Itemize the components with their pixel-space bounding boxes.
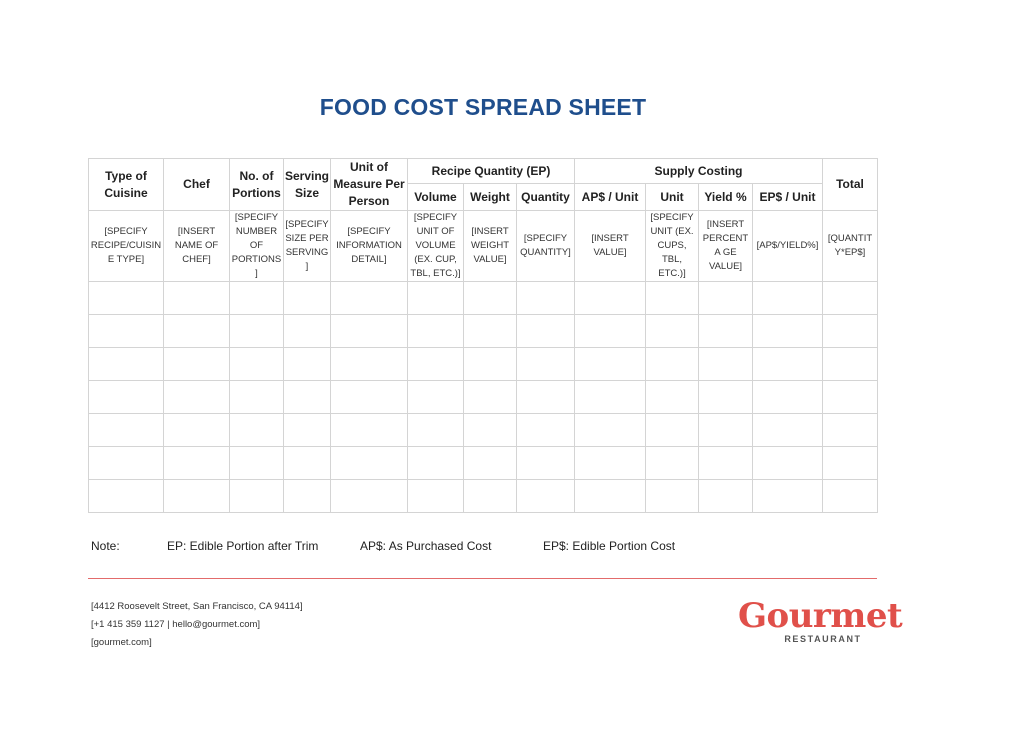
table-cell[interactable]: [SPECIFY SIZE PER SERVING ] [284,211,331,282]
table-cell[interactable] [464,447,517,480]
table-cell[interactable] [331,381,408,414]
table-cell[interactable] [646,381,699,414]
col-header-type-of-cuisine: Type of Cuisine [89,159,164,211]
col-header-no-of-portions: No. of Portions [230,159,284,211]
table-row [89,480,878,513]
table-cell[interactable]: [SPECIFY NUMBER OF PORTIONS ] [230,211,284,282]
table-cell[interactable] [517,414,575,447]
table-cell[interactable] [284,315,331,348]
table-cell[interactable] [408,447,464,480]
table-cell[interactable] [699,282,753,315]
table-cell[interactable] [464,315,517,348]
table-cell[interactable] [517,381,575,414]
table-cell[interactable] [753,414,823,447]
table-cell[interactable] [284,381,331,414]
table-cell[interactable] [823,315,878,348]
table-cell[interactable] [646,282,699,315]
table-row [89,447,878,480]
table-cell[interactable] [464,414,517,447]
table-cell[interactable] [284,447,331,480]
table-cell[interactable] [575,381,646,414]
table-cell[interactable] [699,447,753,480]
table-cell[interactable]: [SPECIFY RECIPE/CUISINE TYPE] [89,211,164,282]
table-cell[interactable] [699,315,753,348]
table-cell[interactable] [575,414,646,447]
table-cell[interactable] [230,447,284,480]
table-cell[interactable] [408,315,464,348]
table-cell[interactable] [331,414,408,447]
table-cell[interactable] [284,414,331,447]
header-row [89,159,878,184]
table-cell[interactable] [164,315,230,348]
col-header-ep-per-unit: EP$ / Unit [753,184,823,211]
col-header-unit-of-measure: Unit of Measure Per Person [331,159,408,211]
table-cell[interactable] [646,348,699,381]
table-cell[interactable] [753,315,823,348]
table-cell[interactable] [331,447,408,480]
footer-website: [gourmet.com] [91,637,152,648]
table-cell[interactable] [230,282,284,315]
table-cell[interactable] [464,282,517,315]
col-header-chef: Chef [164,159,230,211]
footer-address: [4412 Roosevelt Street, San Francisco, CA 94114] [91,601,303,612]
placeholder-row [89,211,878,282]
table-cell[interactable] [164,447,230,480]
table-cell[interactable] [230,381,284,414]
table-cell[interactable] [164,348,230,381]
table-cell[interactable] [575,480,646,513]
table-cell[interactable] [408,414,464,447]
note-ep: EP: Edible Portion after Trim [167,539,319,553]
table-cell[interactable] [823,348,878,381]
table-cell[interactable] [646,414,699,447]
food-cost-table [88,158,878,513]
logo-wordmark: Gourmet [738,596,903,636]
table-cell[interactable] [331,480,408,513]
table-row [89,414,878,447]
col-header-volume: Volume [408,184,464,211]
table-cell[interactable] [517,447,575,480]
table-cell[interactable] [823,480,878,513]
table-cell[interactable] [823,447,878,480]
table-cell[interactable]: [QUANTIT Y*EP$] [823,211,878,282]
table-cell[interactable] [89,348,164,381]
table-cell[interactable] [89,414,164,447]
table-cell[interactable] [89,315,164,348]
table-cell[interactable] [823,381,878,414]
table-cell[interactable] [284,480,331,513]
table-cell[interactable] [331,348,408,381]
table-cell[interactable] [164,480,230,513]
table-cell[interactable] [517,480,575,513]
table-cell[interactable]: [INSERT PERCENTA GE VALUE] [699,211,753,282]
table-cell[interactable] [464,480,517,513]
table-cell[interactable]: [AP$/YIELD%] [753,211,823,282]
col-header-total: Total [823,159,878,211]
table-cell[interactable] [517,282,575,315]
table-cell[interactable] [408,348,464,381]
note-label: Note: [91,539,120,553]
table-cell[interactable] [164,381,230,414]
table-cell[interactable] [164,282,230,315]
footer-contact: [+1 415 359 1127 | hello@gourmet.com] [91,619,261,630]
table-cell[interactable] [575,315,646,348]
table-cell[interactable]: [INSERT VALUE] [575,211,646,282]
logo-subtitle: RESTAURANT [784,634,862,644]
table-cell[interactable] [646,315,699,348]
gourmet-logo [738,596,903,644]
table-cell[interactable] [699,348,753,381]
table-cell[interactable]: [SPECIFY UNIT OF VOLUME (EX. CUP, TBL, ETC.)] [408,211,464,282]
table-cell[interactable] [408,381,464,414]
table-cell[interactable] [575,447,646,480]
col-header-ap-per-unit: AP$ / Unit [575,184,646,211]
table-cell[interactable]: [SPECIFY QUANTITY] [517,211,575,282]
table-cell[interactable] [517,315,575,348]
footer-divider [88,578,877,579]
table-cell[interactable] [89,381,164,414]
table-cell[interactable] [699,414,753,447]
table-cell[interactable] [89,282,164,315]
table-cell[interactable] [575,282,646,315]
table-cell[interactable] [464,381,517,414]
col-group-supply-costing: Supply Costing [575,159,823,184]
table-cell[interactable] [230,480,284,513]
table-cell[interactable] [89,480,164,513]
table-cell[interactable] [753,381,823,414]
col-header-weight: Weight [464,184,517,211]
table-cell[interactable] [230,315,284,348]
table-cell[interactable] [646,447,699,480]
table-cell[interactable]: [INSERT NAME OF CHEF] [164,211,230,282]
col-header-yield-pct: Yield % [699,184,753,211]
table-cell[interactable] [89,447,164,480]
table-cell[interactable] [230,348,284,381]
table-cell[interactable] [823,282,878,315]
table-cell[interactable] [164,414,230,447]
table-row [89,315,878,348]
col-header-unit: Unit [646,184,699,211]
table-cell[interactable] [646,480,699,513]
table-cell[interactable]: [SPECIFY UNIT (EX. CUPS, TBL, ETC.)] [646,211,699,282]
table-row [89,381,878,414]
table-cell[interactable] [753,480,823,513]
table-cell[interactable] [699,480,753,513]
table-cell[interactable] [230,414,284,447]
table-cell[interactable] [408,480,464,513]
note-eps: EP$: Edible Portion Cost [543,539,676,553]
table-cell[interactable] [753,348,823,381]
table-cell[interactable] [284,282,331,315]
table-cell[interactable] [408,282,464,315]
col-header-serving-size: Serving Size [284,159,331,211]
note-ap: AP$: As Purchased Cost [360,539,492,553]
col-header-quantity: Quantity [517,184,575,211]
col-group-recipe-quantity: Recipe Quantity (EP) [408,159,575,184]
table-cell[interactable] [284,348,331,381]
table-cell[interactable]: [SPECIFY INFORMATION DETAIL] [331,211,408,282]
table-cell[interactable] [699,381,753,414]
table-row [89,348,878,381]
table-cell[interactable] [517,348,575,381]
table-cell[interactable]: [INSERT WEIGHT VALUE] [464,211,517,282]
page-title: FOOD COST SPREAD SHEET [319,94,647,120]
table-cell[interactable] [464,348,517,381]
table-row [89,282,878,315]
table-cell[interactable] [823,414,878,447]
table-cell[interactable] [753,282,823,315]
table-cell[interactable] [575,348,646,381]
table-cell[interactable] [331,282,408,315]
table-cell[interactable] [331,315,408,348]
table-cell[interactable] [753,447,823,480]
